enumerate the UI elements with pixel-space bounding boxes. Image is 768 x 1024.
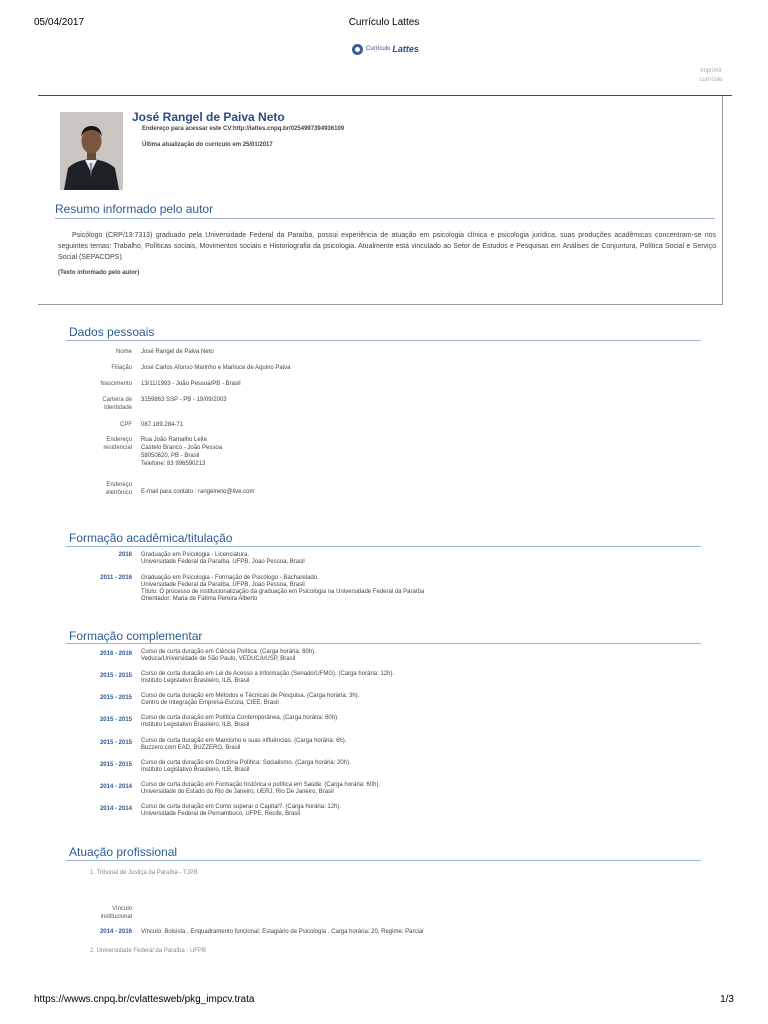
nome-value: José Rangel de Paiva Neto — [141, 349, 214, 355]
complementar-years: 2015 - 2015 — [99, 762, 132, 768]
complementar-entry: Curso de curta duração em Marxismo e suas influências. (Carga horária: 6h). Buzzero.com EAD, BUZZERO, Brasil — [141, 738, 347, 751]
formacao-entry: Graduação em Psicologia - Licenciatura. Universidade Federal da Paraíba, UFPB, Joao Pessoa, Brasil — [141, 552, 305, 565]
section-title-formacao: Formação acadêmica/titulação — [69, 531, 233, 545]
atuacao-item-2: 2. Universidade Federal da Paraíba - UFPB — [90, 948, 207, 954]
print-page-number: 1/3 — [720, 994, 734, 1005]
resumo-text: Psicólogo (CRP/13:7313) graduado pela Universidade Federal da Paraíba, possui experiência de atuação em psicologia clínica e psicologia jurídica, suas produções acadêmicas concentram-se nos seguintes temas: Trabalho, Políticas sociais, Movimentos sociais e Historiografia da psicologia. Atualmente está vinculado ao Setor de Estudos e Pesquisas em Análises de Conjuntura, Política Social e Serviço Social (SEPACOPS). — [58, 232, 716, 261]
print-header — [34, 17, 734, 31]
logo-big-text: Lattes — [392, 44, 419, 54]
complementar-years: 2015 - 2015 — [99, 717, 132, 723]
filiacao-label: Filiação — [111, 365, 132, 371]
print-link-line1: Imprimir — [700, 68, 722, 74]
logo-small-text: Currículo — [366, 46, 391, 52]
endereco-value: Rua João Ramalho Leite Castelo Branco - João Pessoa 58050620, PB - Brasil Telefone: 83 996590213 — [141, 437, 223, 467]
resumo-note: (Texto informado pelo autor) — [58, 270, 140, 276]
formacao-years: 2011 - 2016 — [100, 575, 132, 581]
profile-card — [38, 96, 723, 305]
lattes-logo[interactable] — [352, 42, 419, 56]
profile-photo-image — [60, 112, 123, 190]
section-title-atuacao: Atuação profissional — [69, 845, 178, 859]
print-date: 05/04/2017 — [34, 17, 85, 28]
complementar-entry: Curso de curta duração em Política Contemporânea. (Carga horária: 60h). Instituto Legislativo Brasileiro, ILB, Brasil — [141, 715, 339, 728]
last-update: Última atualização do currículo em 25/01/2017 — [142, 142, 273, 148]
print-url: https://wwws.cnpq.br/cvlattesweb/pkg_impcv.trata — [34, 994, 255, 1005]
print-title: Currículo Lattes — [348, 17, 420, 28]
complementar-entry: Curso de curta duração em Como superar o Capital?. (Carga horária: 12h). Universidade Federal de Pernambuco, UFPE, Recife, Brasil — [141, 804, 342, 817]
section-divider — [55, 218, 715, 219]
complementar-entry: Curso de curta duração em Doutrina Política: Socialismo. (Carga horária: 20h). Instituto Legislativo Brasileiro, ILB, Brasil — [141, 760, 351, 773]
vinculo-label: Vínculo institucional — [100, 906, 132, 920]
profile-photo — [60, 112, 123, 190]
complementar-years: 2016 - 2016 — [99, 651, 132, 657]
email-label: Endereço eletrônico — [105, 482, 132, 496]
endereco-label: Endereço residencial — [103, 437, 132, 451]
carteira-value: 3159863 SSP - PB - 19/09/2003 — [141, 397, 227, 403]
atuacao-item-1: 1. Tribunal de Justiça da Paraíba - TJPB — [90, 870, 198, 876]
email-value[interactable]: E-mail para contato : rangelneto@live.com — [141, 489, 255, 495]
complementar-entry: Curso de curta duração em Métodos e Técnicas de Pesquisa. (Carga horária: 3h). Centro de Integração Empresa-Escola, CIEE, Brasil — [141, 693, 360, 706]
lattes-logo-icon — [352, 44, 363, 55]
section-divider — [66, 546, 701, 547]
vinculo-years: 2014 - 2016 — [99, 929, 132, 935]
cpf-label: CPF — [120, 422, 132, 428]
complementar-years: 2014 - 2014 — [99, 784, 132, 790]
section-divider — [66, 340, 701, 341]
print-curriculum-link[interactable] — [684, 67, 738, 85]
cpf-value: 087.189.284-71 — [141, 422, 184, 428]
complementar-years: 2015 - 2015 — [99, 673, 132, 679]
vinculo-text: Vínculo: Bolsista , Enquadramento funcional: Estagiário de Psicologia , Carga horária: 20, Regime: Parcial — [141, 929, 424, 935]
section-title-resumo: Resumo informado pelo autor — [55, 202, 214, 216]
nome-label: Nome — [115, 349, 132, 355]
section-title-complementar: Formação complementar — [69, 629, 203, 643]
complementar-years: 2015 - 2015 — [99, 740, 132, 746]
section-divider — [66, 860, 701, 861]
carteira-label: Carteira de Identidade — [102, 397, 132, 411]
complementar-entry: Curso de curta duração em Lei de Acesso a Informação (Senado/UFMG). (Carga horária: 12h). Instituto Legislativo Brasileiro, ILB, Brasil — [141, 671, 395, 684]
complementar-entry: Curso de curta duração em Ciência Política. (Carga horária: 60h). Veduca/Universidade de São Paulo, VEDUCA/USP, Brasil — [141, 649, 316, 662]
complementar-entry: Curso de curta duração em Formação histórica e política em Saúde. (Carga horária: 60h). Universidade do Estado do Rio de Janeiro, UERJ, Rio De Janeiro, Brasil — [141, 782, 381, 795]
complementar-years: 2015 - 2015 — [99, 695, 132, 701]
complementar-years: 2014 - 2014 — [99, 806, 132, 812]
nascimento-value: 13/11/1993 - João Pessoa/PB - Brasil — [141, 381, 241, 387]
formacao-entry: Graduação em Psicologia - Formação de Psicólogo - Bacharelado. Universidade Federal da Paraíba, UFPB, Joao Pessoa, Brasil Título: O processo de institucionalização da graduação em Psicologia na Universidade Federal da Paraíba Orientador: Maria de Fátima Pereira Alberto — [141, 575, 425, 602]
profile-name: José Rangel de Paiva Neto — [132, 110, 285, 124]
filiacao-value: José Carlos Afonso Marinho e Mariluce de Aquino Paiva — [141, 365, 291, 371]
cv-address[interactable]: Endereço para acessar este CV:http://lattes.cnpq.br/0254997394936109 — [142, 126, 345, 132]
formacao-years: 2016 — [118, 552, 132, 558]
print-link-line2: currículo — [699, 77, 723, 83]
section-divider — [66, 643, 701, 644]
section-title-dados: Dados pessoais — [69, 325, 155, 339]
nascimento-label: Nascimento — [100, 381, 132, 387]
